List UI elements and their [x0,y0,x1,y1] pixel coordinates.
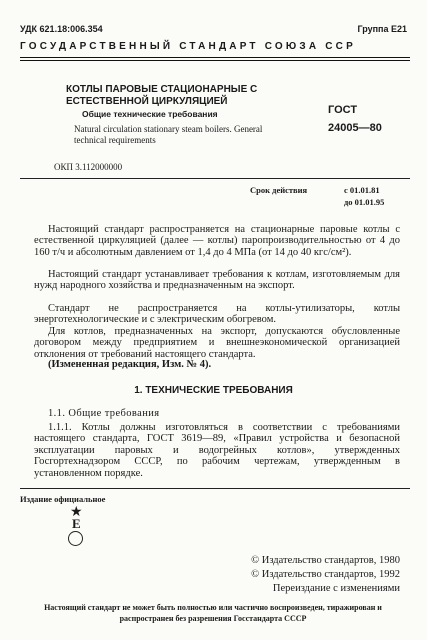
paragraph-1-1-1: 1.1.1. Котлы должны изготовляться в соответствии с требованиями настоящего стандарта, ГОСТ 3619—89, «Правил устройства и безопасной эксплуатации паровых и водогрейных котлов», утвержденных Госгортехнадзором СССР, по рабочим чертежам, утвержденным в установленном порядке. [34,422,400,479]
standard-header: ГОСУДАРСТВЕННЫЙ СТАНДАРТ СОЮЗА ССР [20,41,356,52]
paragraph-requirements: Настоящий стандарт устанавливает требования к котлам, изготовляемым для нужд народного хозяйства и предназначенным на экспорт. [34,269,400,292]
udk-code: УДК 621.18:006.354 [20,24,103,34]
subsection-title: 1.1. Общие требования [48,408,160,419]
gost-label: ГОСТ [328,104,358,116]
paragraph-exclusions: Стандарт не распространяется на котлы-утилизаторы, котлы энерготехнологические и с электрическим обогревом. [34,303,400,326]
e-mark-icon: Е [72,516,81,531]
document-subtitle: Общие технические требования [82,109,218,119]
validity-from: с 01.01.81 [344,185,380,195]
star-icon: ★ [70,505,83,520]
reprint-note: Переиздание с изменениями [272,583,400,594]
document-title: КОТЛЫ ПАРОВЫЕ СТАЦИОНАРНЫЕ С ЕСТЕСТВЕННОЙ ЦИРКУЛЯЦИЕЙ [66,84,258,107]
english-title: Natural circulation stationary steam boilers. General technical requirements [74,124,263,145]
footer-rule [20,488,410,489]
copyright-1980: © Издательство стандартов, 1980 [251,555,400,566]
paragraph-export: Для котлов, предназначенных на экспорт, допускаются обусловленные договором между предприятием и внешнеэкономической организацией отклонения от требований настоящего стандарта. [34,326,400,360]
copyright-1992: © Издательство стандартов, 1992 [251,569,400,580]
header-rule-thin [20,60,410,61]
validity-to: до 01.01.95 [344,197,385,207]
validity-label: Срок действия [250,185,308,195]
divider-rule [20,178,410,179]
section-title: 1. ТЕХНИЧЕСКИЕ ТРЕБОВАНИЯ [134,385,293,396]
okp-code: ОКП 3.112000000 [54,162,123,172]
circle-icon [68,531,83,546]
amendment-note: (Измененная редакция, Изм. № 4). [48,359,212,370]
header-rule-thick [20,57,410,58]
gost-number: 24005—80 [328,122,382,134]
copyright-notice: Настоящий стандарт не может быть полностью или частично воспроизведен, тиражирован и распространен без разрешения Госстандарта СССР [44,603,382,623]
official-edition: Издание официальное [20,494,106,504]
paragraph-scope: Настоящий стандарт распространяется на стационарные паровые котлы с естественной циркуляцией (далее — котлы) паропроизводительностью от 4 до 160 т/ч и абсолютным давлением от 1,4 до 4 МПа (от 14 до 40 кгс/см²). [34,224,400,258]
group-code: Группа Е21 [357,24,407,34]
